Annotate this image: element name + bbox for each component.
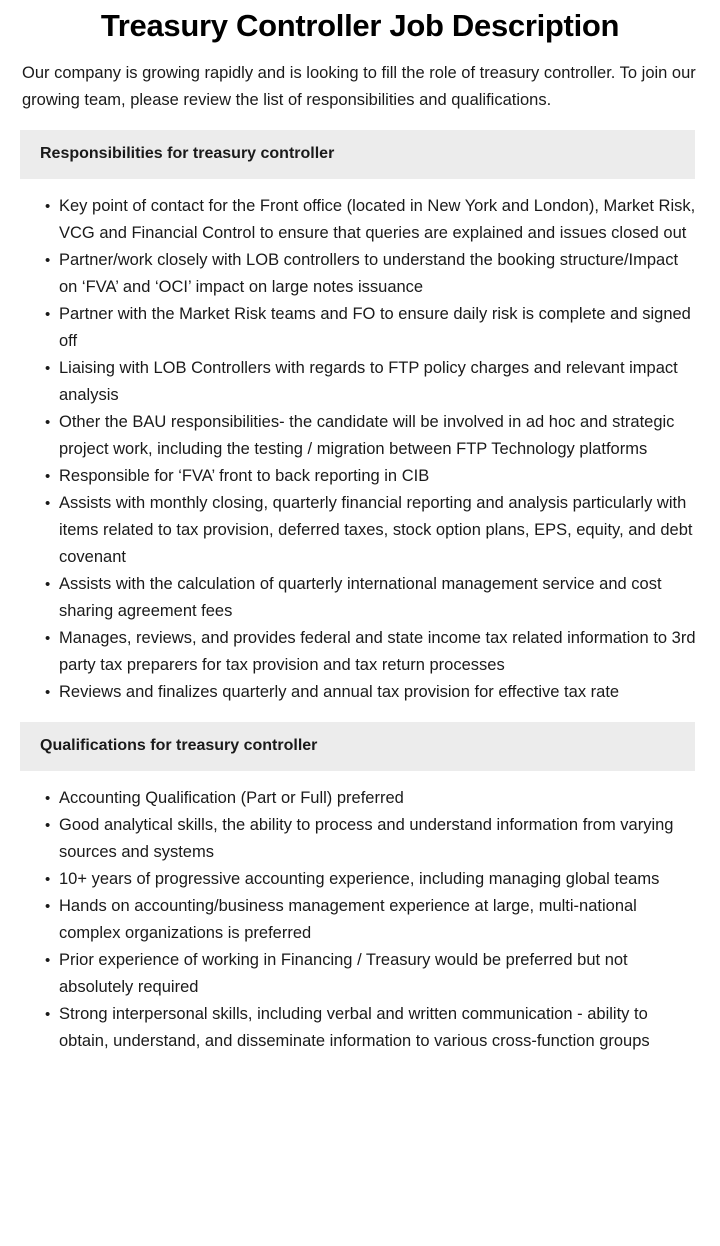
list-item: • Other the BAU responsibilities- the candidate will be involved in ad hoc and strategic project work, including the testing / migration between FTP Technology platforms [59,409,696,463]
responsibilities-list [0,193,720,706]
section-header-qualifications: Qualifications for treasury controller [20,722,695,771]
list-item: • Partner/work closely with LOB controllers to understand the booking structure/Impact on ‘FVA’ and ‘OCI’ impact on large notes issuance [59,247,696,301]
list-item: • Prior experience of working in Financing / Treasury would be preferred but not absolutely required [59,947,696,1001]
list-item: • Responsible for ‘FVA’ front to back reporting in CIB [59,463,696,490]
section-header-responsibilities: Responsibilities for treasury controller [20,130,695,179]
list-item: • Good analytical skills, the ability to process and understand information from varying sources and systems [59,812,696,866]
qualifications-list [0,785,720,1055]
list-item: • 10+ years of progressive accounting experience, including managing global teams [59,866,696,893]
section-qualifications [0,722,720,1055]
list-item: • Assists with monthly closing, quarterly financial reporting and analysis particularly with items related to tax provision, deferred taxes, stock option plans, EPS, equity, and debt covenant [59,490,696,571]
list-item: • Reviews and finalizes quarterly and annual tax provision for effective tax rate [59,679,696,706]
page-title: Treasury Controller Job Description [100,8,620,43]
list-item: • Assists with the calculation of quarterly international management service and cost sharing agreement fees [59,571,696,625]
section-responsibilities [0,130,720,706]
list-item: • Manages, reviews, and provides federal and state income tax related information to 3rd party tax preparers for tax provision and tax return processes [59,625,696,679]
list-item: • Liaising with LOB Controllers with regards to FTP policy charges and relevant impact analysis [59,355,696,409]
list-item: • Accounting Qualification (Part or Full) preferred [59,785,696,812]
intro-paragraph: Our company is growing rapidly and is looking to fill the role of treasury controller. To join our growing team, please review the list of responsibilities and qualifications. [22,64,696,109]
list-item: • Partner with the Market Risk teams and FO to ensure daily risk is complete and signed off [59,301,696,355]
list-item: • Strong interpersonal skills, including verbal and written communication - ability to obtain, understand, and disseminate information to various cross-function groups [59,1001,696,1055]
list-item: • Hands on accounting/business management experience at large, multi-national complex organizations is preferred [59,893,696,947]
page-bottom-spacer [0,1055,720,1089]
list-item: • Key point of contact for the Front office (located in New York and London), Market Risk, VCG and Financial Control to ensure that queries are explained and issues closed out [59,193,696,247]
